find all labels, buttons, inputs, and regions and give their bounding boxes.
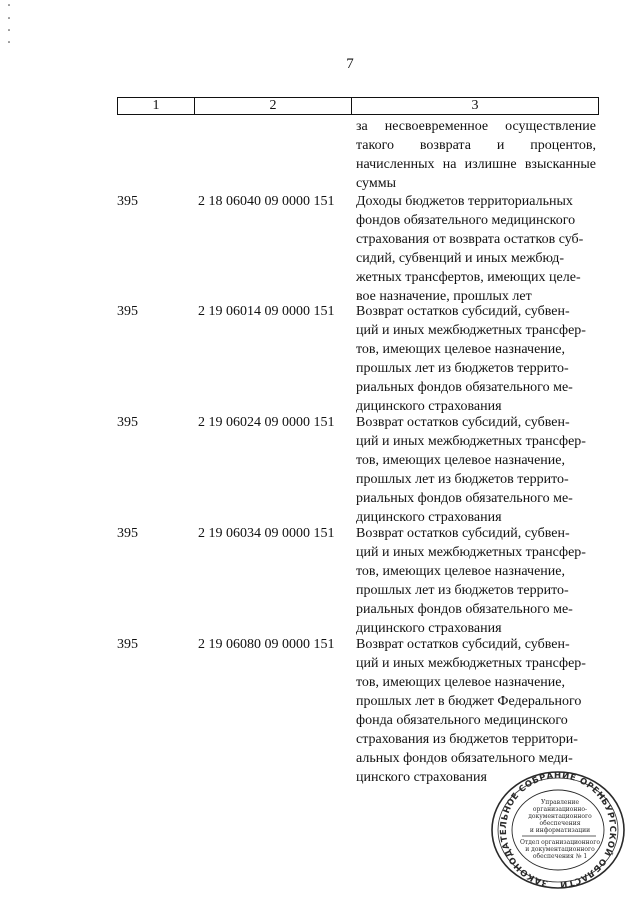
budget-code: 2 19 06024 09 0000 151 (198, 415, 335, 430)
svg-text:организационно-: организационно- (532, 806, 588, 813)
official-seal (488, 768, 628, 894)
svg-text:Отдел организационного: Отдел организационного (519, 839, 601, 846)
admin-code: 395 (117, 637, 138, 652)
table-row (117, 524, 599, 644)
budget-code: 2 18 06040 09 0000 151 (198, 194, 335, 209)
income-description: Возврат остатков субсидий, субвен- ций и иных межбюджетных трансфер- тов, имеющих целевое назначение, прошлых лет из бюджетов террито- риальных фондов обязательного ме- дицинского страхования (356, 415, 586, 525)
margin-marks (6, 0, 12, 60)
budget-code: 2 19 06014 09 0000 151 (198, 304, 335, 319)
continuation-description: за несвоевременное осуществление такого возврата и процентов, начисленных на излишне взысканные суммы (356, 119, 596, 191)
svg-text:и документационного: и документационного (525, 846, 595, 853)
svg-text:Управление: Управление (540, 799, 580, 806)
svg-text:и информатизации: и информатизации (529, 827, 591, 834)
income-description: Возврат остатков субсидий, субвен- ций и иных межбюджетных трансфер- тов, имеющих целевое назначение, прошлых лет из бюджетов террито- риальных фондов обязательного ме- дицинского страхования (356, 304, 586, 414)
svg-text:ЗАКОНОДАТЕЛЬНОЕ СОБРАНИЕ ОРЕНБ: ЗАКОНОДАТЕЛЬНОЕ СОБРАНИЕ ОРЕНБУРГСКОЙ ОБЛАСТИ (498, 770, 618, 890)
table-row (117, 413, 599, 533)
svg-text:обеспечения: обеспечения (539, 820, 581, 827)
income-description: Доходы бюджетов территориальных фондов обязательного медицинского страхования от возврата остатков суб- сидий, субвенций и иных межбюд- жетных трансфертов, имеющих целе- вое назначение, прошлых лет (356, 194, 584, 304)
page-number: 7 (346, 56, 354, 72)
table-row (117, 192, 599, 312)
admin-code: 395 (117, 415, 138, 430)
income-description: Возврат остатков субсидий, субвен- ций и иных межбюджетных трансфер- тов, имеющих целевое назначение, прошлых лет из бюджетов террито- риальных фондов обязательного ме- дицинского страхования (356, 526, 586, 636)
svg-text:обеспечения № 1: обеспечения № 1 (532, 853, 588, 860)
admin-code: 395 (117, 526, 138, 541)
budget-code: 2 19 06034 09 0000 151 (198, 526, 335, 541)
income-description: Возврат остатков субсидий, субвен- ций и иных межбюджетных трансфер- тов, имеющих целевое назначение, прошлых лет в бюджет Федерального фонда обязательного медицинского страхования из бюджетов территори- альных фондов обязательного меди- цинского страхования (356, 637, 586, 785)
budget-code: 2 19 06080 09 0000 151 (198, 637, 335, 652)
header-col-2: 2 (195, 98, 352, 114)
svg-text:документационного: документационного (528, 813, 592, 820)
header-col-1: 1 (118, 98, 195, 114)
table-header-row (117, 97, 599, 115)
admin-code: 395 (117, 194, 138, 209)
table-row (117, 302, 599, 422)
header-col-3: 3 (471, 98, 479, 113)
admin-code: 395 (117, 304, 138, 319)
